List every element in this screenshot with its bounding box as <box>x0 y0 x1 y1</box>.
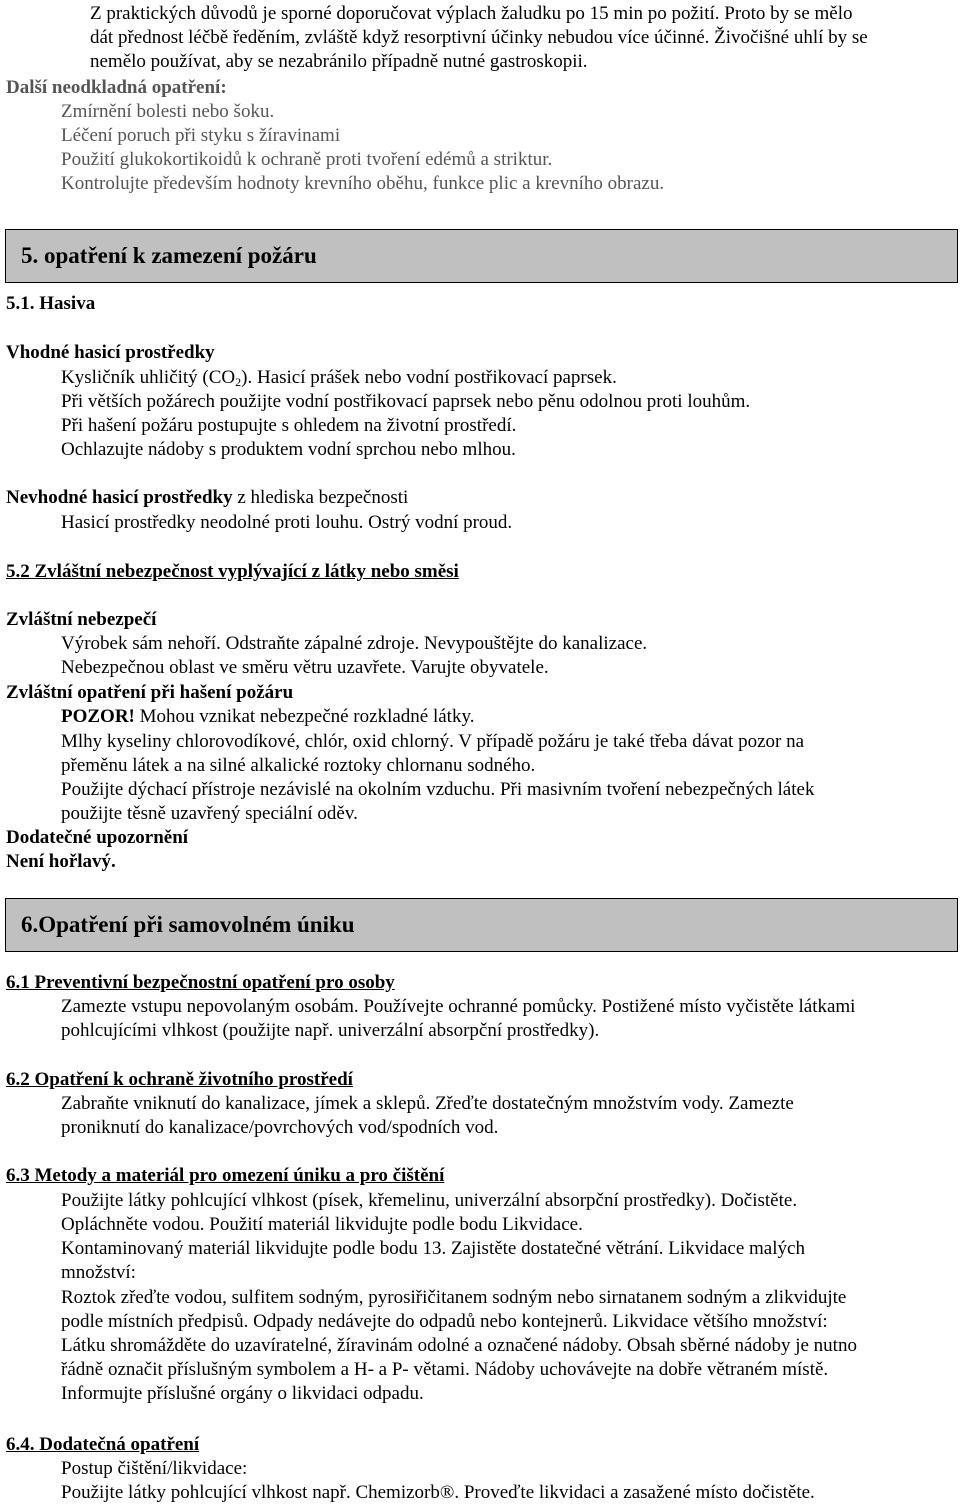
subsection-5-2-heading: 5.2 Zvláštní nebezpečnost vyplývající z látky nebo směsi <box>6 561 459 582</box>
unsuitable-media-heading: Nevhodné hasicí prostředky <box>6 487 233 508</box>
unsuitable-media-text: Hasicí prostředky neodolné proti louhu. Ostrý vodní proud. <box>61 512 513 533</box>
section-6-title: 6.Opatření při samovolném úniku <box>21 912 355 937</box>
subsection-6-3-line: Roztok zřeďte vodou, sulfitem sodným, pyrosiřičitanem sodným nebo sirnatanem sodným a zlikvidujte <box>61 1287 847 1308</box>
co2-text-a: Kysličník uhličitý (CO <box>61 367 236 388</box>
suitable-media-heading: Vhodné hasicí prostředky <box>6 342 215 363</box>
pozor-text: Mohou vznikat nebezpečné rozkladné látky. <box>134 706 475 727</box>
suitable-media-co2 <box>61 366 617 390</box>
intro-line-3: nemělo používat, aby se nezabránilo případně nutné gastroskopii. <box>90 51 588 72</box>
subsection-6-2-line: Zabraňte vniknutí do kanalizace, jímek a sklepů. Zřeďte dostatečným množstvím vody. Zamezte <box>61 1093 794 1114</box>
pozor-line <box>61 705 474 729</box>
subsection-6-2-line: proniknutí do kanalizace/povrchových vod/spodních vod. <box>61 1117 499 1138</box>
further-measure-item: Léčení poruch při styku s žíravinami <box>61 125 341 146</box>
further-measure-item: Použití glukokortikoidů k ochraně proti tvoření edémů a striktur. <box>61 149 553 170</box>
co2-subscript: 2 <box>235 375 242 389</box>
subsection-6-3-line: podle místních předpisů. Odpady nedávejte do odpadů nebo kontejnerů. Likvidace většího množství: <box>61 1311 828 1332</box>
subsection-6-3-line: množství: <box>61 1262 136 1283</box>
subsection-6-1-heading: 6.1 Preventivní bezpečnostní opatření pro osoby <box>6 972 395 993</box>
suitable-media-item: Ochlazujte nádoby s produktem vodní sprchou nebo mlhou. <box>61 439 516 460</box>
firefighting-measure-line: přeměnu látek a na silné alkalické roztoky chlornanu sodného. <box>61 755 536 776</box>
intro-line-2: dát přednost léčbě ředěním, zvláště když resorptivní účinky nebudou více účinné. Živočišné uhlí by se <box>90 27 868 48</box>
suitable-media-item: Při hašení požáru postupujte s ohledem na životní prostředí. <box>61 415 517 436</box>
further-measure-item: Kontrolujte především hodnoty krevního oběhu, funkce plic a krevního obrazu. <box>61 173 665 194</box>
subsection-6-3-heading: 6.3 Metody a materiál pro omezení úniku a pro čištění <box>6 1165 445 1186</box>
unsuitable-media-heading-line <box>6 486 408 510</box>
subsection-6-3-line: Opláchněte vodou. Použití materiál likvidujte podle bodu Likvidace. <box>61 1214 583 1235</box>
firefighting-measure-line: Mlhy kyseliny chlorovodíkové, chlór, oxid chlorný. V případě požáru je také třeba dávat pozor na <box>61 731 805 752</box>
section-6-header <box>5 898 958 952</box>
firefighting-measure-line: použijte těsně uzavřený speciální oděv. <box>61 803 358 824</box>
additional-notice-text: Není hořlavý. <box>6 851 116 872</box>
unsuitable-media-suffix: z hlediska bezpečnosti <box>232 487 409 508</box>
subsection-6-3-line: Látku shromážděte do uzavíratelné, žíravinám odolné a označené nádoby. Obsah sběrné nádoby je nutno <box>61 1335 857 1356</box>
subsection-6-1-line: pohlcujícími vlhkost (použijte např. univerzální absorpční prostředky). <box>61 1020 600 1041</box>
subsection-5-1-heading: 5.1. Hasiva <box>6 293 96 314</box>
further-measures-heading: Další neodkladná opatření: <box>6 77 227 98</box>
subsection-6-3-line: Použijte látky pohlcující vlhkost (písek, křemelinu, univerzální absorpční prostředky). Dočistěte. <box>61 1190 798 1211</box>
subsection-6-2-heading: 6.2 Opatření k ochraně životního prostředí <box>6 1069 353 1090</box>
subsection-6-3-line: Kontaminovaný materiál likvidujte podle bodu 13. Zajistěte dostatečné větrání. Likvidace malých <box>61 1238 805 1259</box>
subsection-6-3-line: Informujte příslušné orgány o likvidaci odpadu. <box>61 1383 424 1404</box>
further-measure-item: Zmírnění bolesti nebo šoku. <box>61 101 275 122</box>
subsection-6-4-line: Postup čištění/likvidace: <box>61 1458 248 1479</box>
subsection-6-1-line: Zamezte vstupu nepovolaným osobám. Používejte ochranné pomůcky. Postižené místo vyčistěte látkami <box>61 996 856 1017</box>
co2-text-b: ). Hasicí prášek nebo vodní postřikovací paprsek. <box>241 367 617 388</box>
section-5-header <box>5 229 958 283</box>
additional-notice-heading: Dodatečné upozornění <box>6 827 189 848</box>
pozor-label: POZOR! <box>61 706 135 727</box>
special-hazard-item: Výrobek sám nehoří. Odstraňte zápalné zdroje. Nevypouštějte do kanalizace. <box>61 633 648 654</box>
intro-line-1: Z praktických důvodů je sporné doporučovat výplach žaludku po 15 min po požití. Proto by se mělo <box>90 3 853 24</box>
section-5-title: 5. opatření k zamezení požáru <box>21 243 317 268</box>
subsection-6-4-heading: 6.4. Dodatečná opatření <box>6 1434 200 1455</box>
special-hazard-item: Nebezpečnou oblast ve směru větru uzavřete. Varujte obyvatele. <box>61 657 549 678</box>
subsection-6-3-line: řádně označit příslušným symbolem a H- a P- větami. Nádoby uchovávejte na dobře větraném místě. <box>61 1359 829 1380</box>
firefighting-measures-heading: Zvláštní opatření při hašení požáru <box>6 682 294 703</box>
subsection-6-4-line: Použijte látky pohlcující vlhkost např. Chemizorb®. Proveďte likvidaci a zasažené místo dočistěte. <box>61 1482 815 1503</box>
suitable-media-item: Při větších požárech použijte vodní postřikovací paprsek nebo pěnu odolnou proti louhům. <box>61 391 751 412</box>
special-hazard-heading: Zvláštní nebezpečí <box>6 609 157 630</box>
firefighting-measure-line: Použijte dýchací přístroje nezávislé na okolním vzduchu. Při masivním tvoření nebezpečných látek <box>61 779 815 800</box>
